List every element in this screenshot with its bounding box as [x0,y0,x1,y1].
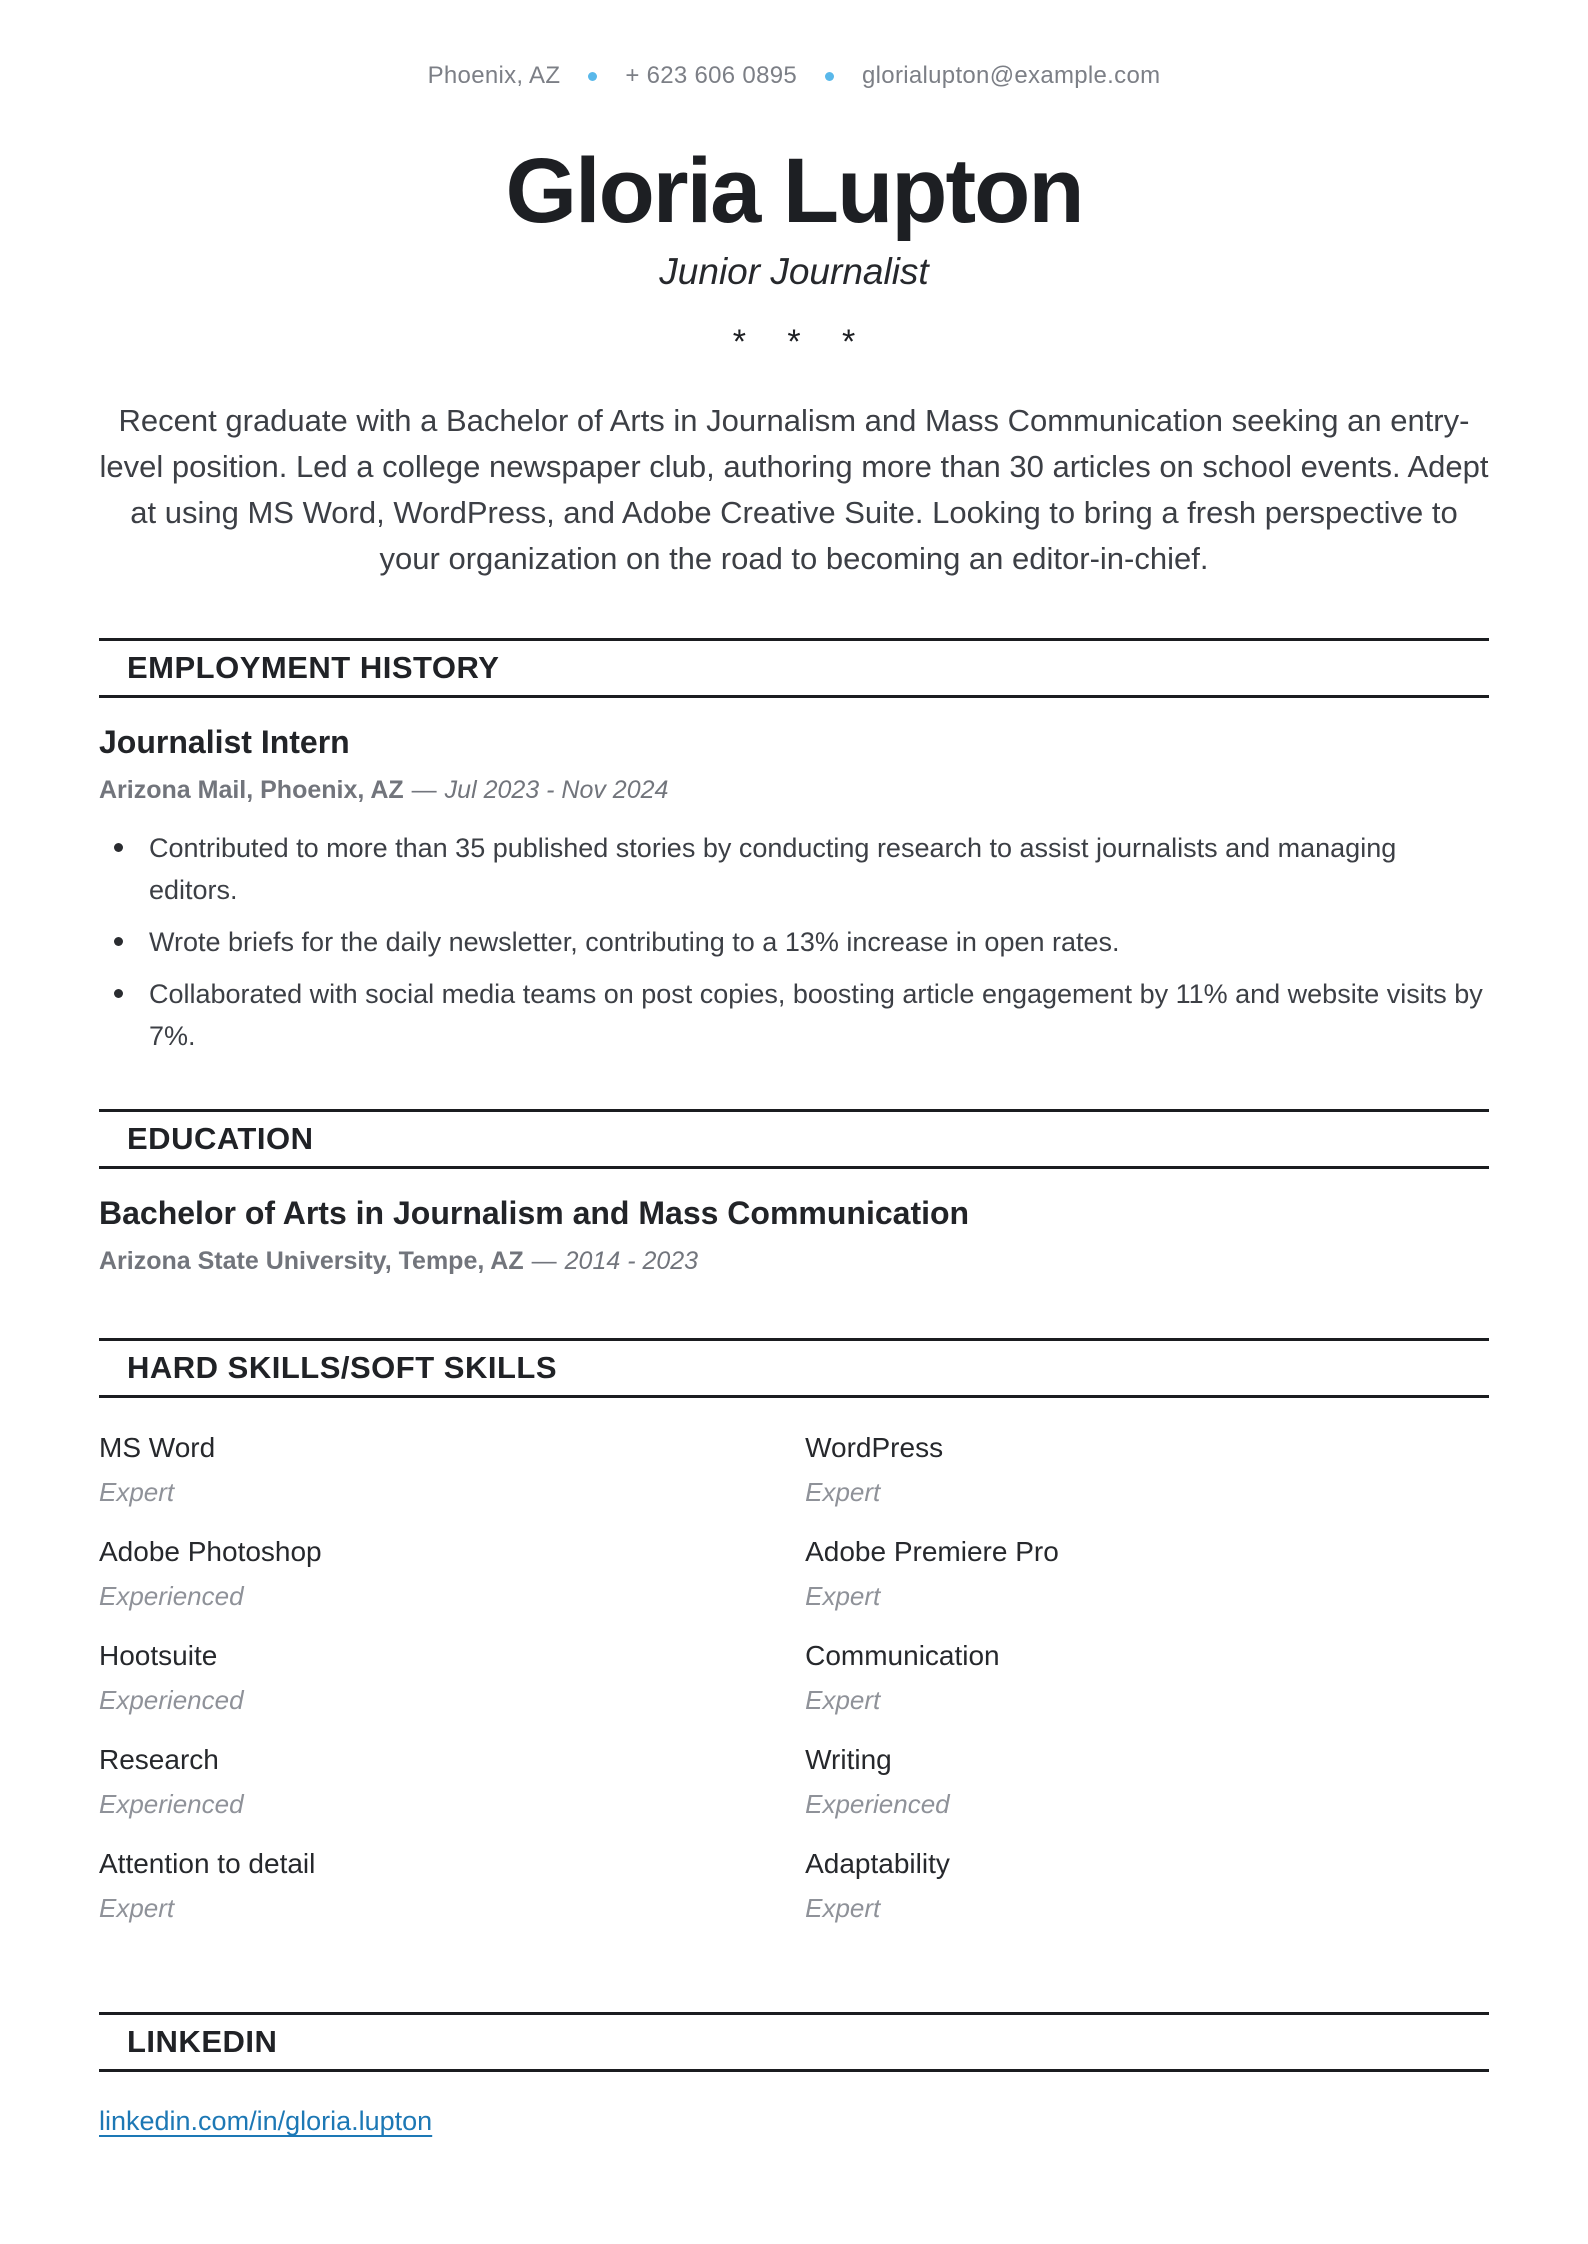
section-employment-history [99,638,1489,1057]
contact-location: Phoenix, AZ [427,62,561,89]
skill-level: Experienced [99,1581,244,1612]
candidate-name: Gloria Lupton [505,140,1083,242]
bullet-item: Collaborated with social media teams on post copies, boosting article engagement by 11% and website visits by 7%. [99,973,1489,1057]
candidate-job-title: Junior Journalist [659,251,929,293]
job-role: Journalist Intern [99,724,350,761]
degree-title: Bachelor of Arts in Journalism and Mass Communication [99,1195,970,1232]
skill-item [99,1848,805,1924]
education-meta [99,1247,1489,1276]
skill-level: Expert [805,1893,881,1924]
skill-name: Writing [805,1744,892,1776]
skill-name: Adobe Premiere Pro [805,1536,1059,1568]
section-header-employment: EMPLOYMENT HISTORY [99,641,1489,698]
school-name: Arizona State University, Tempe, AZ [99,1247,524,1276]
skill-name: Hootsuite [99,1640,218,1672]
skill-item [805,1432,1489,1508]
skill-item [805,1640,1489,1716]
profile-summary: Recent graduate with a Bachelor of Arts in Journalism and Mass Communication seeking an entry-level position. Led a college newspaper club, authoring more than 30 articles on school events. Adept at using MS Word, WordPress, and Adobe Creative Suite. Looking to bring a fresh perspective to your organization on the road to becoming an editor-in-chief. [99,403,1489,577]
asterisk-divider: * * * [732,323,872,362]
em-dash: — [531,1247,557,1276]
skill-level: Expert [805,1581,881,1612]
skill-item [99,1744,805,1820]
skill-item [99,1640,805,1716]
skill-item [99,1536,805,1612]
skill-item [805,1744,1489,1820]
skill-name: WordPress [805,1432,944,1464]
skill-name: Adobe Photoshop [99,1536,322,1568]
bullet-item: Contributed to more than 35 published stories by conducting research to assist journalists and managing editors. [99,827,1489,911]
section-header-skills: HARD SKILLS/SOFT SKILLS [99,1341,1489,1398]
job-meta [99,776,1489,805]
skill-level: Expert [805,1685,881,1716]
skills-grid [99,1432,1489,1952]
em-dash: — [411,776,437,805]
section-header-linkedin: LINKEDIN [99,2015,1489,2072]
linkedin-link[interactable]: linkedin.com/in/gloria.lupton [99,2106,433,2137]
skill-level: Experienced [99,1789,244,1820]
section-education [99,1109,1489,1276]
skill-level: Expert [805,1477,881,1508]
contact-bar [99,62,1489,90]
skill-level: Experienced [805,1789,950,1820]
job-dates: Jul 2023 - Nov 2024 [444,776,669,805]
skill-name: Research [99,1744,219,1776]
skill-name: Adaptability [805,1848,950,1880]
section-skills [99,1338,1489,1952]
skill-item [805,1848,1489,1924]
education-dates: 2014 - 2023 [564,1247,699,1276]
skill-level: Expert [99,1477,175,1508]
job-bullet-list [99,827,1489,1057]
skill-name: Attention to detail [99,1848,316,1880]
skill-item [805,1536,1489,1612]
skill-name: MS Word [99,1432,216,1464]
section-header-education: EDUCATION [99,1112,1489,1169]
bullet-item: Wrote briefs for the daily newsletter, contributing to a 13% increase in open rates. [99,921,1489,963]
dot-separator-icon [588,72,597,81]
dot-separator-icon [825,72,834,81]
contact-email: glorialupton@example.com [862,62,1161,89]
skill-item [99,1432,805,1508]
skill-level: Experienced [99,1685,244,1716]
contact-phone: + 623 606 0895 [625,62,798,89]
section-linkedin [99,2012,1489,2137]
skill-name: Communication [805,1640,1000,1672]
skill-level: Expert [99,1893,175,1924]
job-employer: Arizona Mail, Phoenix, AZ [99,776,404,805]
